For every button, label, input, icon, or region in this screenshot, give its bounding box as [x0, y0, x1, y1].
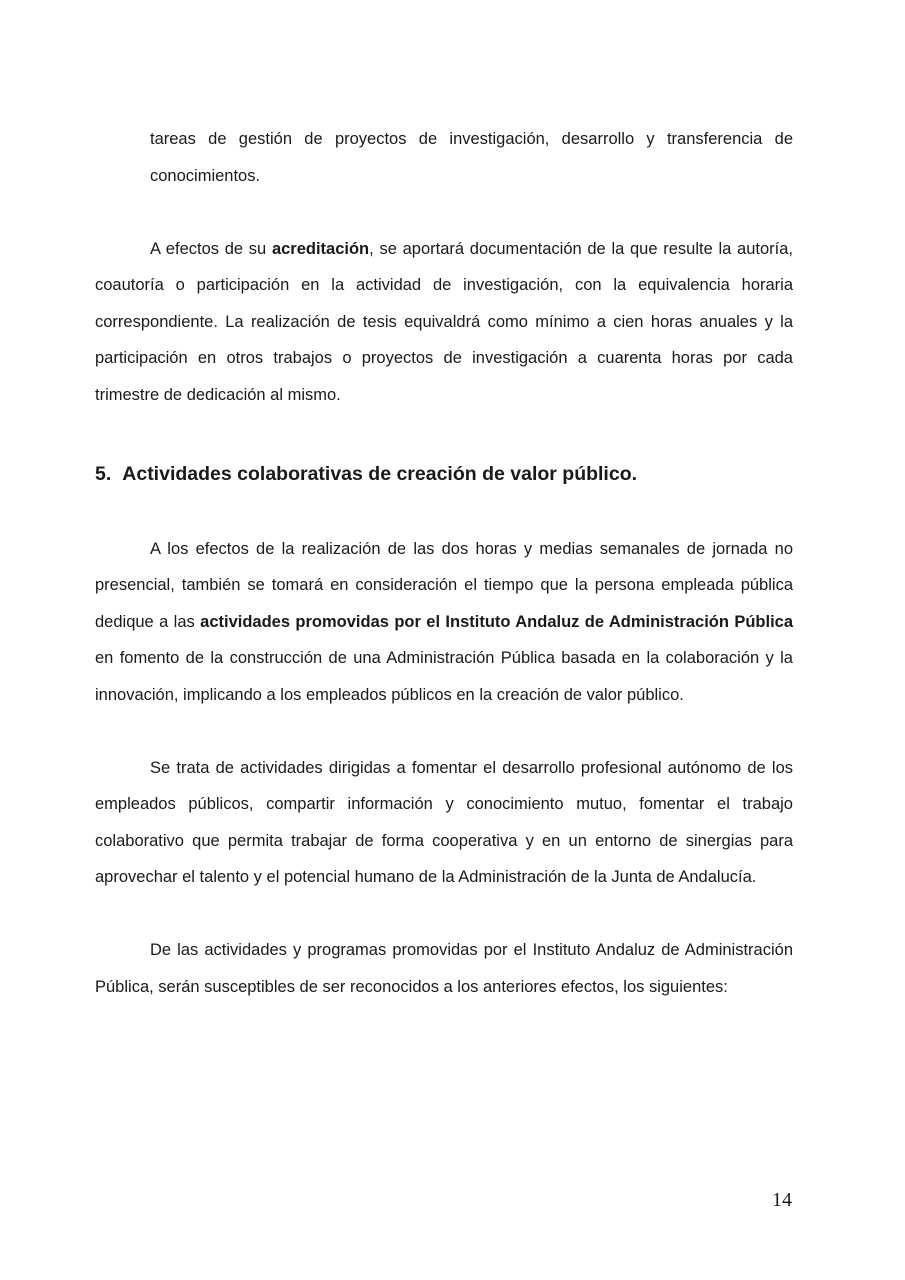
heading-text: Actividades colaborativas de creación de valor público. [122, 463, 638, 485]
page-content [95, 121, 793, 1042]
paragraph-iaap-activities [95, 531, 793, 714]
text-run: , se aportará documentación de la que resulte la autoría, coautoría o participación en la actividad de investigación, con la equivalencia horaria correspondiente. La realización de tesis equivaldrá como mínimo a cien horas anuales y la participación en otros trabajos o proyectos de investigación a cuarenta horas por cada trimestre de dedicación al mismo. [95, 239, 793, 404]
heading-number: 5. [95, 463, 112, 485]
bold-text-run: acreditación [271, 239, 370, 258]
page-number: 14 [772, 1189, 792, 1211]
bold-text-run: actividades promovidas por el Instituto Andaluz de Administración Pública [200, 612, 794, 631]
text-run: A los efectos de la realización de las dos horas y medias semanales de jornada no presencial, también se tomará en consideración el tiempo que la persona empleada pública dedique a las [95, 539, 793, 631]
paragraph-recognition: De las actividades y programas promovidas por el Instituto Andaluz de Administración Pública, serán susceptibles de ser reconocidos a los anteriores efectos, los siguientes: [95, 941, 793, 996]
section-heading [95, 456, 793, 493]
text-run: en fomento de la construcción de una Administración Pública basada en la colaboración y la innovación, implicando a los empleados públicos en la creación de valor público. [95, 649, 793, 704]
text-run: A efectos de su [150, 239, 272, 258]
paragraph-accreditation [95, 231, 793, 414]
paragraph-continuation: tareas de gestión de proyectos de investigación, desarrollo y transferencia de conocimientos. [150, 130, 793, 185]
paragraph-activities-description: Se trata de actividades dirigidas a fomentar el desarrollo profesional autónomo de los empleados públicos, compartir información y conocimiento mutuo, fomentar el trabajo colaborativo que permita trabajar de forma cooperativa y en un entorno de sinergias para aprovechar el talento y el potencial humano de la Administración de la Junta de Andalucía. [95, 758, 793, 886]
